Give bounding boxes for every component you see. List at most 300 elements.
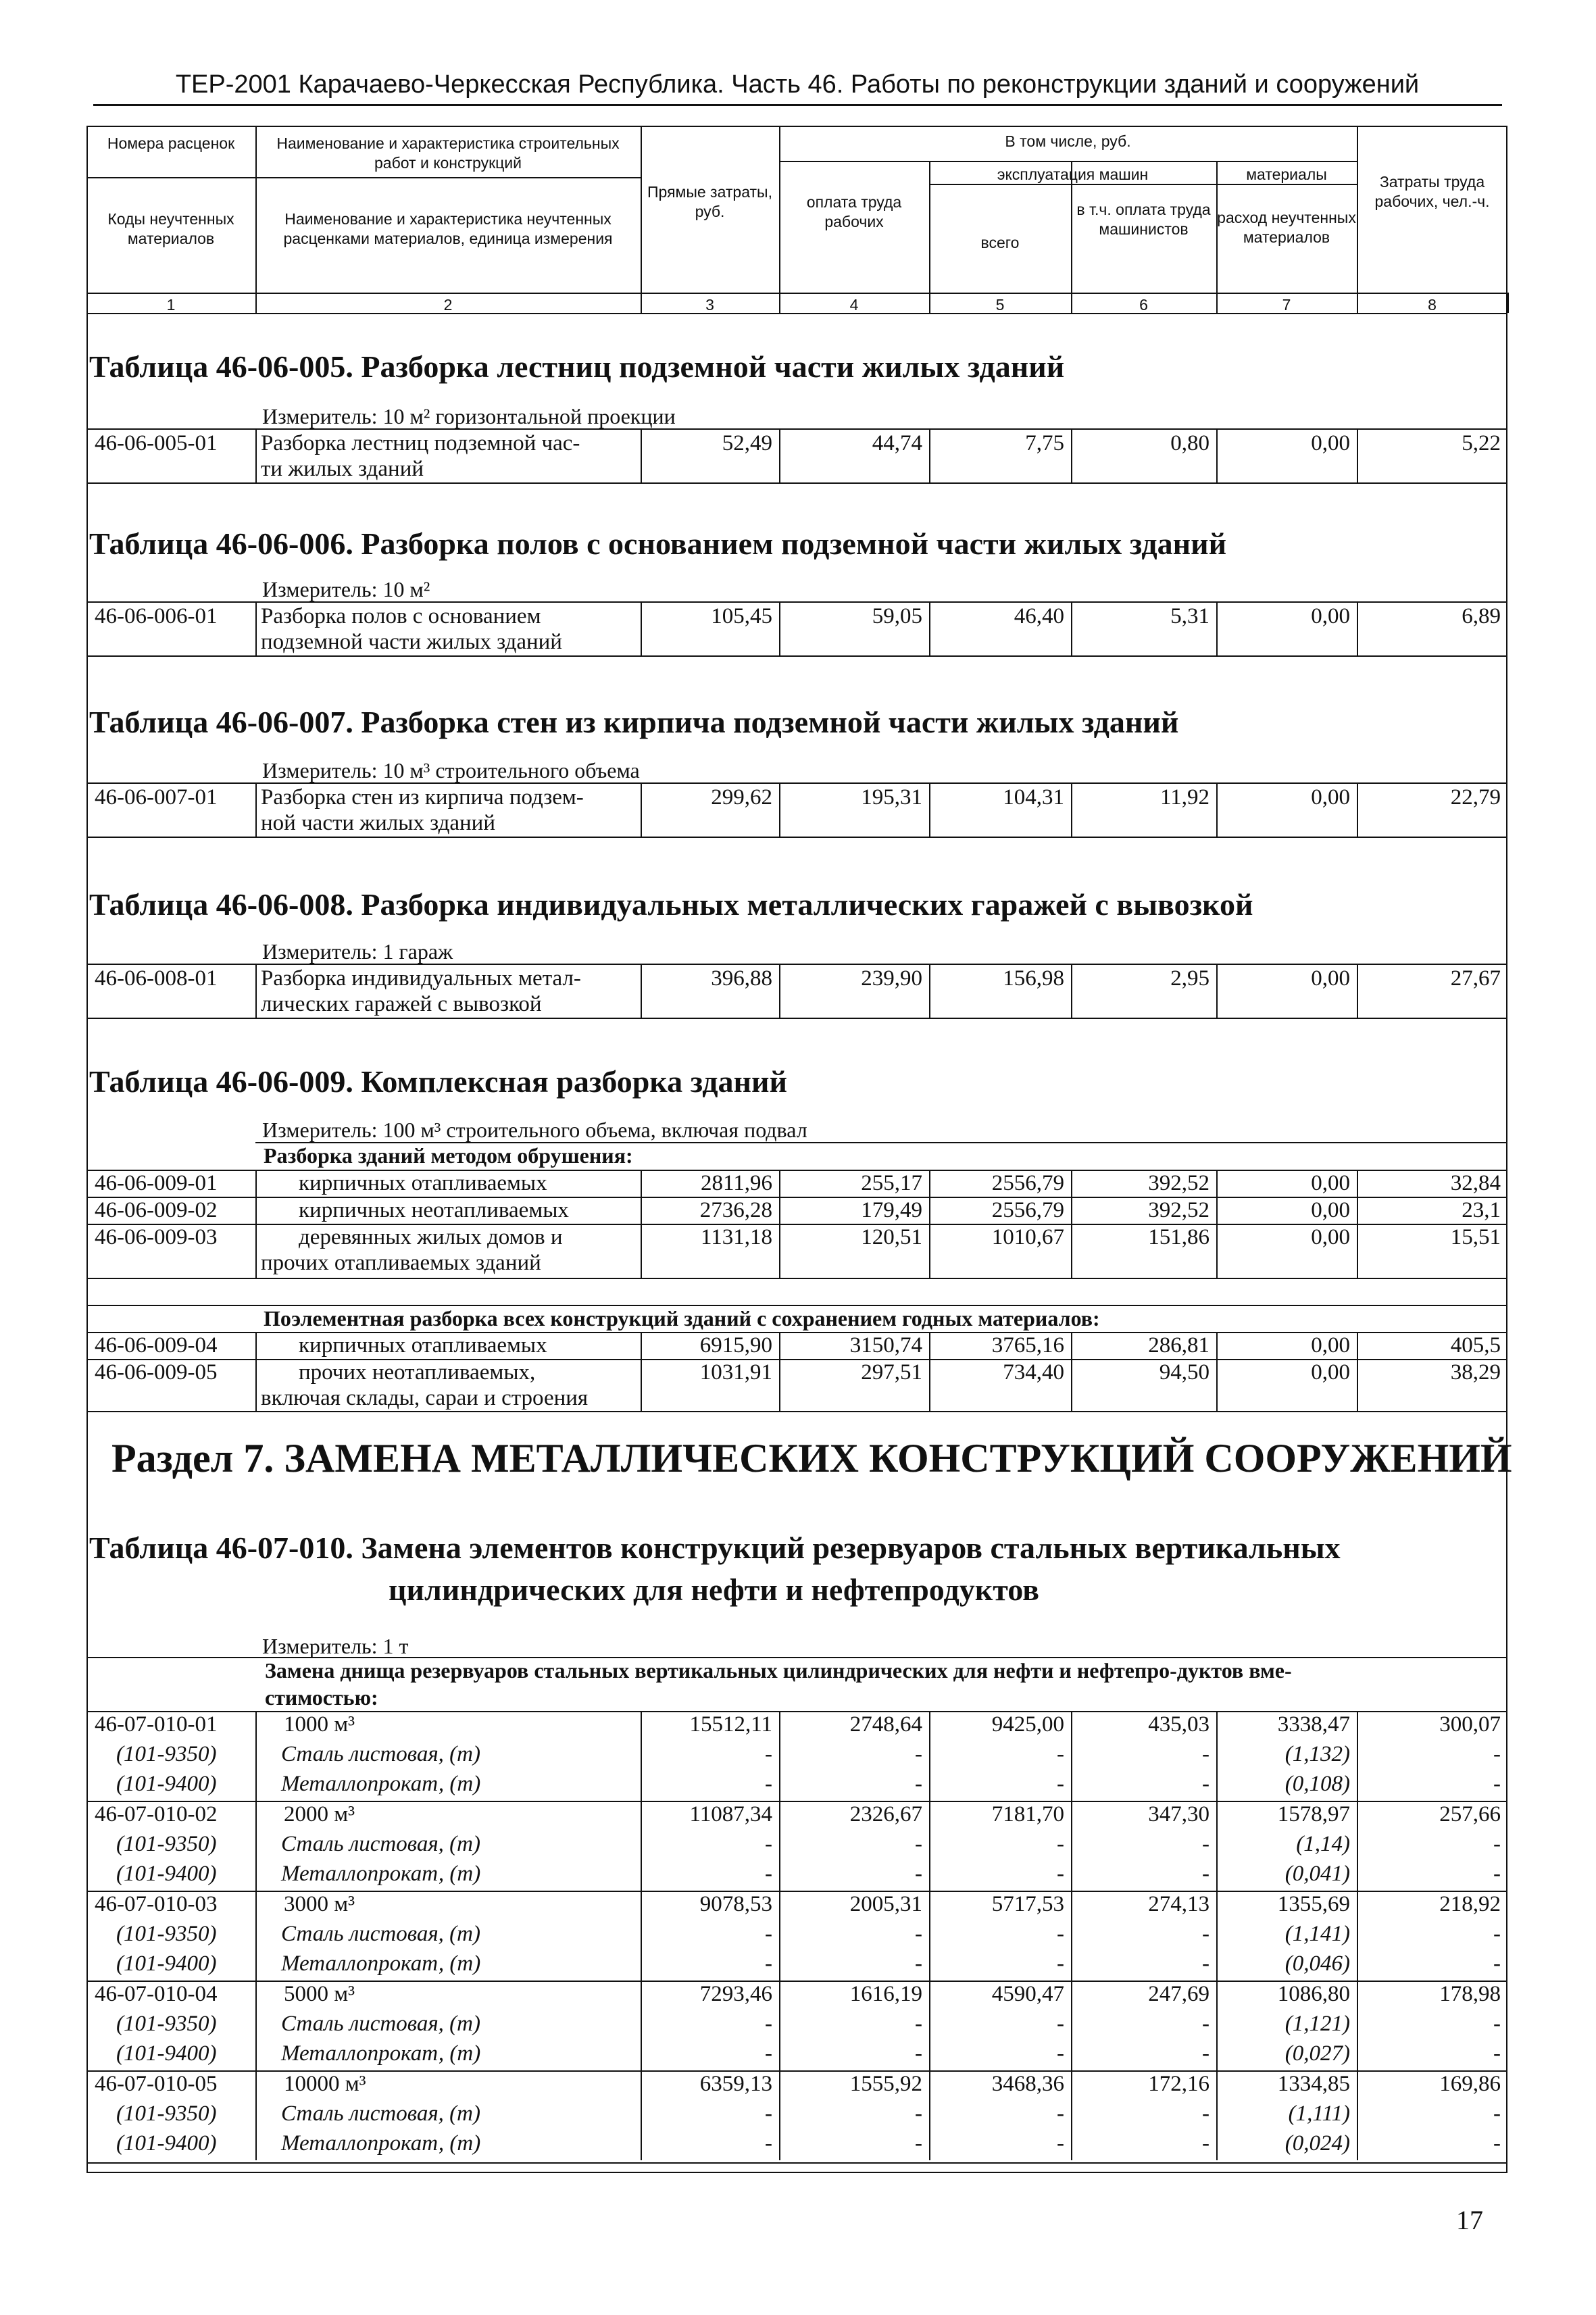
empty-cell: - bbox=[765, 1832, 772, 1856]
value-cell: 3150,74 bbox=[849, 1333, 922, 1358]
col-number: 4 bbox=[849, 296, 859, 314]
column-rule bbox=[1357, 1981, 1358, 2070]
material-name: Сталь листовая, (т) bbox=[281, 1922, 480, 1946]
column-rule bbox=[1071, 1711, 1072, 1801]
column-rule bbox=[641, 1170, 642, 1278]
column-rule bbox=[641, 1332, 642, 1411]
col-header-included: В том числе, руб. bbox=[1005, 132, 1131, 150]
value-cell: 405,5 bbox=[1450, 1333, 1501, 1358]
rule-line bbox=[86, 428, 1507, 430]
value-cell: 32,84 bbox=[1450, 1171, 1501, 1195]
rate-code: 46-06-009-05 bbox=[95, 1360, 218, 1385]
rate-code: 46-07-010-01 bbox=[95, 1712, 218, 1737]
value-cell: 300,07 bbox=[1439, 1712, 1501, 1737]
value-cell: 1010,67 bbox=[991, 1225, 1064, 1249]
empty-cell: - bbox=[1493, 2041, 1501, 2066]
rate-name: прочих отапливаемых зданий bbox=[261, 1251, 541, 1275]
header-rule bbox=[93, 104, 1502, 106]
column-rule bbox=[779, 964, 780, 1018]
column-rule bbox=[255, 964, 257, 1018]
column-rule bbox=[779, 428, 780, 482]
value-cell: 2811,96 bbox=[700, 1171, 772, 1195]
column-rule bbox=[1071, 428, 1072, 482]
col-header-machines: эксплуатация машин bbox=[997, 166, 1149, 183]
empty-cell: - bbox=[765, 1772, 772, 1796]
empty-cell: - bbox=[765, 1922, 772, 1946]
col-number: 1 bbox=[166, 296, 176, 314]
column-rule bbox=[1071, 964, 1072, 1018]
rate-name: подземной части жилых зданий bbox=[261, 630, 562, 654]
value-cell: 195,31 bbox=[861, 785, 922, 810]
rate-code: 46-07-010-04 bbox=[95, 1982, 218, 2006]
value-cell: 392,52 bbox=[1148, 1198, 1210, 1222]
column-rule bbox=[1216, 1981, 1218, 2070]
rate-name: включая склады, сараи и строения bbox=[261, 1386, 589, 1410]
material-name: Сталь листовая, (т) bbox=[281, 2101, 480, 2126]
col-header-labor-pay: оплата труда рабочих bbox=[806, 193, 902, 230]
value-cell: 22,79 bbox=[1450, 785, 1501, 810]
value-cell: 1616,19 bbox=[849, 1982, 922, 2006]
column-rule bbox=[779, 1170, 780, 1278]
rate-code: 46-06-009-03 bbox=[95, 1225, 218, 1249]
column-rule bbox=[1216, 964, 1218, 1018]
rule-line bbox=[86, 655, 1507, 657]
value-cell: 255,17 bbox=[861, 1171, 922, 1195]
table-title: Таблица 46-06-006. Разборка полов с основанием подземной части жилых зданий bbox=[89, 526, 1227, 561]
material-name: Металлопрокат, (т) bbox=[281, 1951, 481, 1976]
value-cell: 2748,64 bbox=[849, 1712, 922, 1737]
empty-cell: - bbox=[1202, 1832, 1210, 1856]
value-cell: 3338,47 bbox=[1277, 1712, 1350, 1737]
column-rule bbox=[1357, 2070, 1358, 2160]
empty-cell: - bbox=[1057, 2131, 1064, 2156]
column-rule bbox=[1071, 1801, 1072, 1891]
material-name: Сталь листовая, (т) bbox=[281, 2012, 480, 2036]
empty-cell: - bbox=[915, 1772, 922, 1796]
column-rule bbox=[641, 782, 642, 837]
empty-cell: - bbox=[1493, 1742, 1501, 1766]
rule-line bbox=[86, 293, 1507, 294]
column-rule bbox=[929, 2070, 930, 2160]
rate-code: 46-06-009-02 bbox=[95, 1198, 218, 1222]
column-rule bbox=[255, 1801, 257, 1891]
column-rule bbox=[255, 1711, 257, 1801]
empty-cell: - bbox=[1202, 2101, 1210, 2126]
page-number: 17 bbox=[1456, 2205, 1483, 2235]
rate-name: кирпичных неотапливаемых bbox=[299, 1198, 569, 1222]
rate-name: 3000 м³ bbox=[284, 1892, 355, 1916]
empty-cell: - bbox=[765, 1862, 772, 1886]
column-rule bbox=[641, 601, 642, 655]
subheading: стимостью: bbox=[265, 1685, 378, 1710]
value-cell: 94,50 bbox=[1159, 1360, 1210, 1385]
value-cell: 734,40 bbox=[1003, 1360, 1064, 1385]
value-cell: 2736,28 bbox=[699, 1198, 772, 1222]
column-rule bbox=[255, 1170, 257, 1278]
value-cell: 104,31 bbox=[1003, 785, 1064, 810]
empty-cell: - bbox=[1202, 1951, 1210, 1976]
rate-code: 46-07-010-05 bbox=[95, 2072, 218, 2096]
value-cell: 274,13 bbox=[1148, 1892, 1210, 1916]
rate-name: кирпичных отапливаемых bbox=[299, 1171, 547, 1195]
value-cell: 286,81 bbox=[1148, 1333, 1210, 1358]
column-rule bbox=[1216, 1711, 1218, 1801]
column-rule bbox=[641, 1981, 642, 2070]
material-name: Сталь листовая, (т) bbox=[281, 1742, 480, 1766]
value-cell: 7293,46 bbox=[699, 1982, 772, 2006]
column-rule bbox=[1357, 964, 1358, 1018]
value-cell: 0,00 bbox=[1311, 966, 1350, 991]
material-consumption: (1,132) bbox=[1285, 1742, 1350, 1766]
material-code: (101-9400) bbox=[116, 1772, 217, 1796]
column-rule bbox=[929, 782, 930, 837]
value-cell: 27,67 bbox=[1450, 966, 1501, 991]
column-rule bbox=[779, 601, 780, 655]
material-consumption: (0,046) bbox=[1285, 1951, 1350, 1976]
col-number: 7 bbox=[1282, 296, 1291, 314]
value-cell: 299,62 bbox=[711, 785, 772, 810]
rule-line bbox=[86, 1411, 1507, 1412]
value-cell: 0,00 bbox=[1311, 1225, 1350, 1249]
rule-line bbox=[86, 482, 1507, 484]
empty-cell: - bbox=[915, 1862, 922, 1886]
empty-cell: - bbox=[915, 2131, 922, 2156]
empty-cell: - bbox=[765, 2041, 772, 2066]
column-rule bbox=[255, 601, 257, 655]
rule-line bbox=[86, 126, 1507, 127]
rate-code: 46-07-010-02 bbox=[95, 1802, 218, 1826]
value-cell: 23,1 bbox=[1462, 1198, 1501, 1222]
rate-name: деревянных жилых домов и bbox=[299, 1225, 563, 1249]
value-cell: 4590,47 bbox=[991, 1982, 1064, 2006]
column-rule bbox=[929, 1332, 930, 1411]
col-header-name: Наименование и характеристика строительных работ и конструкций bbox=[276, 134, 620, 172]
value-cell: 0,00 bbox=[1311, 1198, 1350, 1222]
empty-cell: - bbox=[1057, 2101, 1064, 2126]
col-header-materials: материалы bbox=[1246, 166, 1327, 183]
empty-cell: - bbox=[765, 1742, 772, 1766]
rate-name: Разборка индивидуальных метал- bbox=[261, 966, 581, 991]
column-rule bbox=[1071, 2070, 1072, 2160]
column-rule bbox=[641, 2070, 642, 2160]
measure-unit: Измеритель: 10 м² bbox=[262, 577, 430, 601]
value-cell: 5,22 bbox=[1462, 431, 1501, 455]
column-rule bbox=[255, 1981, 257, 2070]
material-code: (101-9350) bbox=[116, 2101, 217, 2126]
rate-code: 46-06-005-01 bbox=[95, 431, 218, 455]
value-cell: 6359,13 bbox=[699, 2072, 772, 2096]
value-cell: 169,86 bbox=[1439, 2072, 1501, 2096]
value-cell: 59,05 bbox=[872, 604, 922, 628]
value-cell: 0,00 bbox=[1311, 1360, 1350, 1385]
rate-name: лических гаражей с вывозкой bbox=[261, 992, 542, 1016]
material-code: (101-9400) bbox=[116, 2131, 217, 2156]
value-cell: 2556,79 bbox=[991, 1198, 1064, 1222]
rate-name: ти жилых зданий bbox=[261, 457, 424, 481]
value-cell: 347,30 bbox=[1148, 1802, 1210, 1826]
rule-line bbox=[86, 1278, 1507, 1279]
column-rule bbox=[1071, 1332, 1072, 1411]
value-cell: 0,00 bbox=[1311, 785, 1350, 810]
value-cell: 297,51 bbox=[861, 1360, 922, 1385]
material-consumption: (0,024) bbox=[1285, 2131, 1350, 2156]
rate-name: 1000 м³ bbox=[284, 1712, 355, 1737]
column-rule bbox=[255, 1891, 257, 1981]
column-rule bbox=[1357, 1801, 1358, 1891]
value-cell: 46,40 bbox=[1014, 604, 1064, 628]
material-name: Металлопрокат, (т) bbox=[281, 2041, 481, 2066]
empty-cell: - bbox=[1057, 1862, 1064, 1886]
col-number: 5 bbox=[995, 296, 1005, 314]
value-cell: 44,74 bbox=[872, 431, 922, 455]
table-title: Таблица 46-07-010. Замена элементов конструкций резервуаров стальных вертикальных bbox=[89, 1530, 1341, 1565]
empty-cell: - bbox=[1493, 2101, 1501, 2126]
value-cell: 435,03 bbox=[1148, 1712, 1210, 1737]
col-header-direct-costs: Прямые затраты, руб. bbox=[647, 183, 772, 220]
value-cell: 0,00 bbox=[1311, 431, 1350, 455]
value-cell: 1555,92 bbox=[849, 2072, 922, 2096]
rule-line bbox=[86, 1305, 1507, 1306]
material-code: (101-9350) bbox=[116, 1922, 217, 1946]
value-cell: 2556,79 bbox=[991, 1171, 1064, 1195]
value-cell: 15512,11 bbox=[689, 1712, 772, 1737]
material-consumption: (1,141) bbox=[1285, 1922, 1350, 1946]
material-name: Металлопрокат, (т) bbox=[281, 2131, 481, 2156]
column-rule bbox=[929, 1170, 930, 1278]
value-cell: 0,80 bbox=[1170, 431, 1210, 455]
subheading: Поэлементная разборка всех конструкций зданий с сохранением годных материалов: bbox=[264, 1306, 1100, 1330]
material-consumption: (1,14) bbox=[1296, 1832, 1350, 1856]
table-title: Таблица 46-06-009. Комплексная разборка зданий bbox=[89, 1064, 788, 1099]
column-rule bbox=[1071, 601, 1072, 655]
empty-cell: - bbox=[1202, 1742, 1210, 1766]
rate-name: Разборка полов с основанием bbox=[261, 604, 541, 628]
material-code: (101-9400) bbox=[116, 1862, 217, 1886]
rate-name: ной части жилых зданий bbox=[261, 811, 495, 835]
column-rule bbox=[1216, 601, 1218, 655]
value-cell: 0,00 bbox=[1311, 1171, 1350, 1195]
column-rule bbox=[641, 428, 642, 482]
column-rule bbox=[1071, 1891, 1072, 1981]
rule-line bbox=[255, 177, 641, 178]
col-number: 3 bbox=[705, 296, 714, 314]
empty-cell: - bbox=[1493, 2012, 1501, 2036]
column-rule bbox=[779, 293, 780, 313]
value-cell: 11087,34 bbox=[689, 1802, 772, 1826]
value-cell: 179,49 bbox=[861, 1198, 922, 1222]
empty-cell: - bbox=[915, 2101, 922, 2126]
empty-cell: - bbox=[1057, 2041, 1064, 2066]
column-rule bbox=[1357, 601, 1358, 655]
column-rule bbox=[779, 1891, 780, 1981]
column-rule bbox=[779, 1332, 780, 1411]
running-header: ТЕР-2001 Карачаево-Черкесская Республика. Часть 46. Работы по реконструкции зданий и сооружений bbox=[175, 70, 1420, 99]
column-rule bbox=[1216, 782, 1218, 837]
empty-cell: - bbox=[915, 1742, 922, 1766]
column-rule bbox=[779, 1801, 780, 1891]
empty-cell: - bbox=[1202, 1922, 1210, 1946]
rule-line bbox=[86, 964, 1507, 965]
measure-unit: Измеритель: 1 т bbox=[262, 1634, 409, 1658]
value-cell: 239,90 bbox=[861, 966, 922, 991]
value-cell: 52,49 bbox=[722, 431, 772, 455]
rule-line bbox=[86, 837, 1507, 838]
column-rule bbox=[1071, 1170, 1072, 1278]
rule-line bbox=[86, 177, 255, 178]
rate-name: 10000 м³ bbox=[284, 2072, 366, 2096]
value-cell: 1131,18 bbox=[700, 1225, 772, 1249]
value-cell: 2,95 bbox=[1170, 966, 1210, 991]
empty-cell: - bbox=[1493, 1862, 1501, 1886]
col-number: 8 bbox=[1428, 296, 1437, 314]
rule-line bbox=[86, 1018, 1507, 1019]
column-rule bbox=[929, 293, 930, 313]
empty-cell: - bbox=[1057, 1922, 1064, 1946]
empty-cell: - bbox=[1202, 2131, 1210, 2156]
value-cell: 1031,91 bbox=[699, 1360, 772, 1385]
material-consumption: (1,111) bbox=[1288, 2101, 1350, 2126]
column-rule bbox=[255, 2070, 257, 2160]
value-cell: 6,89 bbox=[1462, 604, 1501, 628]
empty-cell: - bbox=[765, 2131, 772, 2156]
table-title: цилиндрических для нефти и нефтепродуктов bbox=[389, 1572, 1039, 1607]
measure-unit: Измеритель: 10 м² горизонтальной проекции bbox=[262, 404, 676, 428]
value-cell: 120,51 bbox=[861, 1225, 922, 1249]
material-name: Металлопрокат, (т) bbox=[281, 1862, 481, 1886]
column-rule bbox=[1357, 428, 1358, 482]
column-rule bbox=[1216, 293, 1218, 313]
empty-cell: - bbox=[1057, 1951, 1064, 1976]
column-rule bbox=[1071, 782, 1072, 837]
rate-code: 46-06-009-01 bbox=[95, 1171, 218, 1195]
column-rule bbox=[1071, 293, 1072, 313]
rate-name: Разборка стен из кирпича подзем- bbox=[261, 785, 584, 810]
empty-cell: - bbox=[1202, 2041, 1210, 2066]
column-rule bbox=[1216, 1891, 1218, 1981]
value-cell: 7181,70 bbox=[991, 1802, 1064, 1826]
measure-unit: Измеритель: 100 м³ строительного объема, включая подвал bbox=[262, 1118, 807, 1142]
value-cell: 2326,67 bbox=[849, 1802, 922, 1826]
column-rule bbox=[1216, 1801, 1218, 1891]
col-header-total: всего bbox=[980, 234, 1020, 251]
col-header-operator-pay: в т.ч. оплата труда машинистов bbox=[1076, 201, 1211, 238]
value-cell: 5717,53 bbox=[991, 1892, 1064, 1916]
table-title: Таблица 46-06-007. Разборка стен из кирпича подземной части жилых зданий bbox=[89, 705, 1179, 739]
empty-cell: - bbox=[915, 1832, 922, 1856]
rate-code: 46-06-008-01 bbox=[95, 966, 218, 991]
value-cell: 9425,00 bbox=[991, 1712, 1064, 1737]
column-rule bbox=[1357, 782, 1358, 837]
material-consumption: (1,121) bbox=[1285, 2012, 1350, 2036]
value-cell: 15,51 bbox=[1450, 1225, 1501, 1249]
rule-line bbox=[86, 2162, 1507, 2164]
material-consumption: (0,108) bbox=[1285, 1772, 1350, 1796]
empty-cell: - bbox=[1057, 1832, 1064, 1856]
measure-unit: Измеритель: 10 м³ строительного объема bbox=[262, 758, 640, 782]
value-cell: 218,92 bbox=[1439, 1892, 1501, 1916]
column-rule bbox=[1507, 293, 1509, 313]
value-cell: 7,75 bbox=[1025, 431, 1064, 455]
column-rule bbox=[929, 601, 930, 655]
value-cell: 3468,36 bbox=[991, 2072, 1064, 2096]
value-cell: 0,00 bbox=[1311, 604, 1350, 628]
value-cell: 11,92 bbox=[1159, 785, 1210, 810]
rate-name: 5000 м³ bbox=[284, 1982, 355, 2006]
column-rule bbox=[779, 1711, 780, 1801]
subheading: Замена днища резервуаров стальных вертикальных цилиндрических для нефти и нефтепро-дуктов вме- bbox=[265, 1658, 1292, 1683]
column-rule bbox=[929, 1981, 930, 2070]
material-code: (101-9350) bbox=[116, 2012, 217, 2036]
empty-cell: - bbox=[765, 1951, 772, 1976]
empty-cell: - bbox=[1057, 2012, 1064, 2036]
column-rule bbox=[1216, 428, 1218, 482]
value-cell: 9078,53 bbox=[699, 1892, 772, 1916]
empty-cell: - bbox=[1493, 1951, 1501, 1976]
column-rule bbox=[1357, 1332, 1358, 1411]
empty-cell: - bbox=[1493, 1922, 1501, 1946]
column-rule bbox=[255, 428, 257, 482]
column-rule bbox=[929, 1711, 930, 1801]
col-header-labor-hours: Затраты труда рабочих, чел.-ч. bbox=[1374, 173, 1490, 210]
material-code: (101-9400) bbox=[116, 2041, 217, 2066]
value-cell: 1086,80 bbox=[1277, 1982, 1350, 2006]
empty-cell: - bbox=[1057, 1742, 1064, 1766]
empty-cell: - bbox=[1493, 2131, 1501, 2156]
column-rule bbox=[1216, 2070, 1218, 2160]
empty-cell: - bbox=[915, 1922, 922, 1946]
value-cell: 2005,31 bbox=[849, 1892, 922, 1916]
rate-name: Разборка лестниц подземной час- bbox=[261, 431, 580, 455]
rate-name: 2000 м³ bbox=[284, 1802, 355, 1826]
column-rule bbox=[929, 1801, 930, 1891]
empty-cell: - bbox=[1057, 1772, 1064, 1796]
section-title: Раздел 7. ЗАМЕНА МЕТАЛЛИЧЕСКИХ КОНСТРУКЦИЙ СООРУЖЕНИЙ bbox=[111, 1436, 1512, 1480]
column-rule bbox=[1216, 1170, 1218, 1278]
value-cell: 172,16 bbox=[1148, 2072, 1210, 2096]
rate-code: 46-06-009-04 bbox=[95, 1333, 218, 1358]
value-cell: 1334,85 bbox=[1277, 2072, 1350, 2096]
col-header-name-materials: Наименование и характеристика неучтенных расценками материалов, единица измерения bbox=[283, 210, 613, 247]
column-rule bbox=[1071, 1981, 1072, 2070]
rule-line bbox=[86, 782, 1507, 784]
material-code: (101-9400) bbox=[116, 1951, 217, 1976]
col-header-codes: Номера расценок bbox=[107, 134, 235, 152]
material-name: Металлопрокат, (т) bbox=[281, 1772, 481, 1796]
col-header-unaccounted: расход неучтенных материалов bbox=[1217, 209, 1356, 246]
empty-cell: - bbox=[915, 2041, 922, 2066]
empty-cell: - bbox=[765, 2012, 772, 2036]
col-number: 2 bbox=[443, 296, 453, 314]
material-consumption: (0,027) bbox=[1285, 2041, 1350, 2066]
value-cell: 151,86 bbox=[1148, 1225, 1210, 1249]
empty-cell: - bbox=[1202, 2012, 1210, 2036]
column-rule bbox=[641, 1891, 642, 1981]
rule-line bbox=[86, 601, 1507, 603]
value-cell: 38,29 bbox=[1450, 1360, 1501, 1385]
empty-cell: - bbox=[915, 1951, 922, 1976]
column-rule bbox=[779, 2070, 780, 2160]
value-cell: 5,31 bbox=[1170, 604, 1210, 628]
material-consumption: (0,041) bbox=[1285, 1862, 1350, 1886]
material-code: (101-9350) bbox=[116, 1742, 217, 1766]
column-rule bbox=[255, 293, 257, 313]
col-number: 6 bbox=[1139, 296, 1148, 314]
rate-code: 46-06-007-01 bbox=[95, 785, 218, 810]
value-cell: 3765,16 bbox=[991, 1333, 1064, 1358]
column-rule bbox=[1357, 1711, 1358, 1801]
column-rule bbox=[641, 293, 642, 313]
column-rule bbox=[1357, 1170, 1358, 1278]
